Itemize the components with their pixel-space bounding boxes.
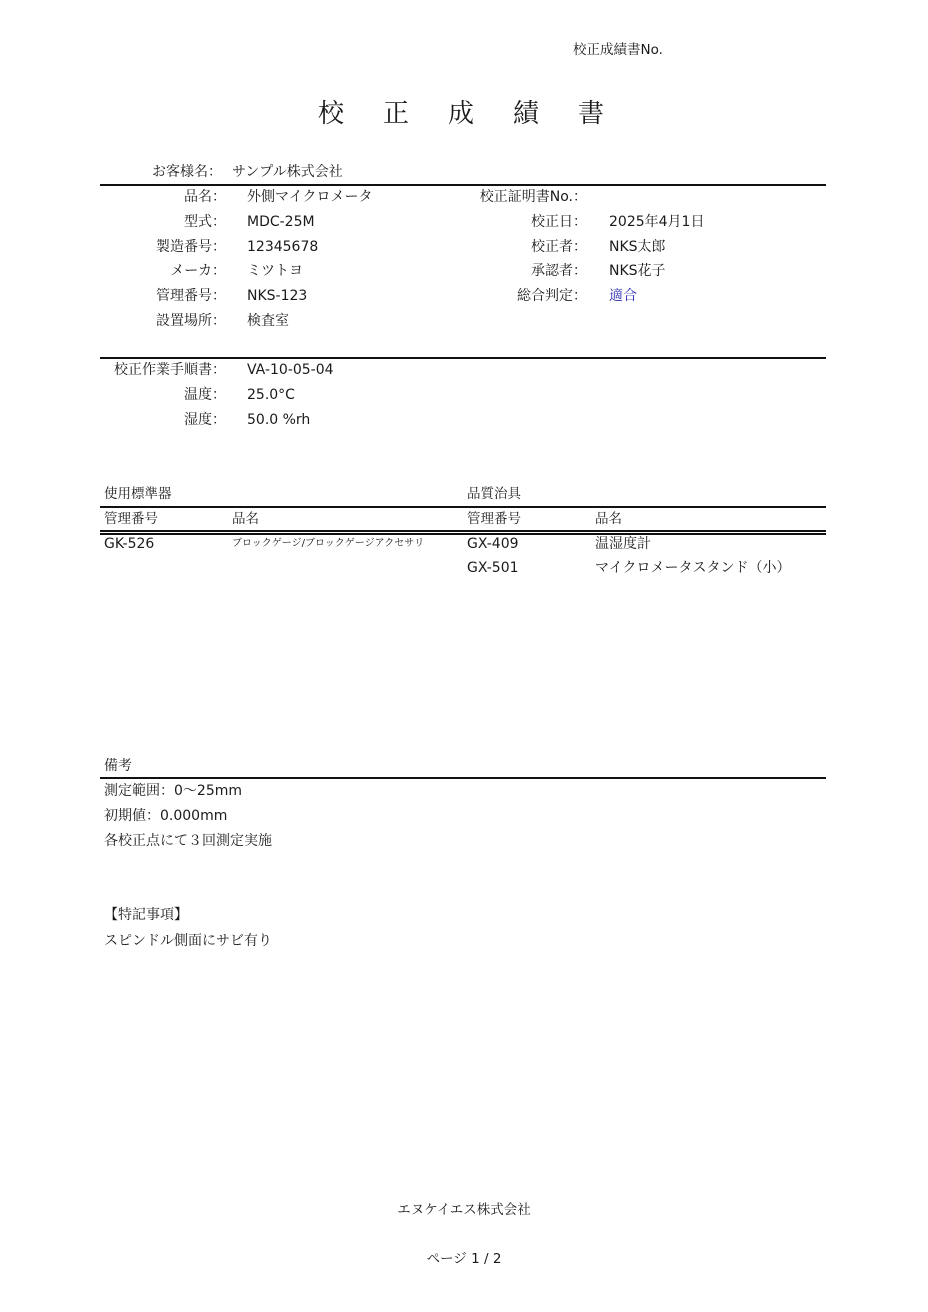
special-note-line: スピンドル側面にサビ有り bbox=[104, 933, 272, 949]
field-value-location: 検査室 bbox=[247, 313, 289, 329]
field-value-model: MDC-25M bbox=[247, 214, 315, 230]
divider bbox=[100, 357, 826, 359]
field-value-product-name: 外側マイクロメータ bbox=[247, 189, 373, 205]
standard-name: ブロックゲージ/ブロックゲージアクセサリ bbox=[232, 538, 425, 549]
special-notes-title: 【特記事項】 bbox=[104, 907, 188, 923]
field-value-control-number: NKS-123 bbox=[247, 288, 308, 304]
jig-name: 温湿度計 bbox=[595, 536, 651, 552]
field-label-humidity: 湿度： bbox=[184, 412, 226, 428]
divider bbox=[100, 184, 826, 186]
standards-section-title: 使用標準器 bbox=[104, 486, 172, 502]
overall-judgement-badge: 適合 bbox=[609, 288, 637, 304]
title-char: 成 bbox=[448, 99, 475, 129]
field-label-maker: メーカ： bbox=[170, 263, 226, 279]
field-label-calibration-date: 校正日： bbox=[531, 214, 587, 230]
column-header-jig-id: 管理番号 bbox=[467, 511, 521, 527]
page-title bbox=[318, 93, 643, 130]
field-label-calibrator: 校正者： bbox=[531, 239, 587, 255]
field-label-procedure: 校正作業手順書： bbox=[114, 362, 226, 378]
field-value-calibration-date: 2025年4月1日 bbox=[609, 214, 705, 230]
field-label-model: 型式： bbox=[184, 214, 226, 230]
title-char: 書 bbox=[578, 99, 605, 129]
divider bbox=[100, 506, 826, 508]
field-value-humidity: 50.0 %rh bbox=[247, 412, 311, 428]
field-value-temperature: 25.0°C bbox=[247, 387, 295, 403]
double-divider bbox=[100, 530, 826, 535]
jig-name: マイクロメータスタンド（小） bbox=[595, 560, 791, 576]
field-label-control-number: 管理番号： bbox=[156, 288, 226, 304]
certificate-number-label: 校正成績書No. bbox=[573, 42, 663, 58]
field-value-procedure: VA-10-05-04 bbox=[247, 362, 334, 378]
field-label-location: 設置場所： bbox=[156, 313, 226, 329]
field-label-product-name: 品名： bbox=[184, 189, 226, 205]
footer-company: エヌケイエス株式会社 bbox=[397, 1202, 531, 1218]
field-value-serial-number: 12345678 bbox=[247, 239, 319, 255]
title-char: 正 bbox=[383, 99, 410, 129]
remark-line: 各校正点にて３回測定実施 bbox=[104, 833, 272, 849]
field-label-overall-judgement: 総合判定： bbox=[517, 288, 587, 304]
jig-id: GX-409 bbox=[467, 536, 519, 552]
title-char: 校 bbox=[318, 99, 345, 129]
remark-line: 測定範囲：0～25mm bbox=[104, 783, 242, 799]
title-char: 績 bbox=[513, 99, 540, 129]
customer-name: サンプル株式会社 bbox=[232, 164, 343, 180]
field-value-calibrator: NKS太郎 bbox=[609, 239, 666, 255]
jig-id: GX-501 bbox=[467, 560, 519, 576]
standard-id: GK-526 bbox=[104, 536, 155, 552]
column-header-standard-name: 品名 bbox=[232, 511, 259, 527]
field-label-approver: 承認者： bbox=[531, 263, 587, 279]
column-header-jig-name: 品名 bbox=[595, 511, 622, 527]
page-number: ページ 1 / 2 bbox=[426, 1251, 502, 1267]
divider bbox=[100, 777, 826, 779]
customer-label: お客様名： bbox=[152, 164, 222, 180]
field-value-maker: ミツトヨ bbox=[247, 263, 303, 279]
field-label-cert-number: 校正証明書No.： bbox=[479, 189, 587, 205]
field-label-temperature: 温度： bbox=[184, 387, 226, 403]
column-header-standard-id: 管理番号 bbox=[104, 511, 158, 527]
jigs-section-title: 品質治具 bbox=[467, 486, 521, 502]
field-label-serial-number: 製造番号： bbox=[156, 239, 226, 255]
field-value-approver: NKS花子 bbox=[609, 263, 666, 279]
remarks-title: 備考 bbox=[104, 758, 132, 774]
remark-line: 初期値：0.000mm bbox=[104, 808, 228, 824]
